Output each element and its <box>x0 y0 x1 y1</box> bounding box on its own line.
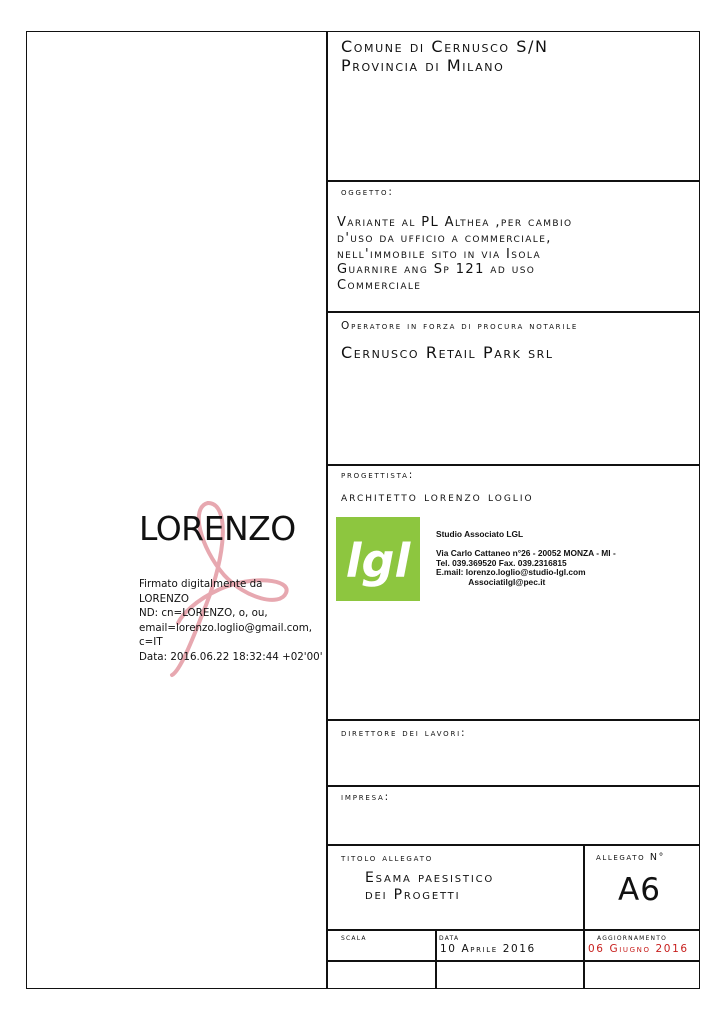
oggetto-line: nell'immobile sito in via Isola <box>337 247 542 262</box>
progettista-label: progettista: <box>341 469 415 481</box>
aggiornamento-label: aggiornamento <box>597 933 667 942</box>
signature-details: Firmato digitalmente da LORENZO ND: cn=LORENZO, o, ou, email=lorenzo.loglio@gmail.com, c=IT Data: 2016.06.22 18:32:44 +02'00' <box>139 578 323 663</box>
divider-header <box>326 180 700 182</box>
divider-progettista <box>326 719 700 721</box>
oggetto-line: Guarnire ang Sp 121 ad uso <box>337 262 536 277</box>
operatore-name: Cernusco Retail Park srl <box>341 343 554 362</box>
direttore-label: direttore dei lavori: <box>341 727 467 739</box>
progettista-name: architetto lorenzo loglio <box>341 489 534 505</box>
studio-line: Tel. 039.369520 Fax. 039.2316815 <box>436 557 567 568</box>
studio-contact-block <box>436 530 616 588</box>
studio-line: Associatilgl@pec.it <box>436 576 546 587</box>
studio-line: Via Carlo Cattaneo n°26 - 20052 MONZA - MI - <box>436 548 616 559</box>
studio-logo <box>336 517 420 601</box>
titolo-line: dei Progetti <box>365 887 461 903</box>
oggetto-line: Commerciale <box>337 278 422 293</box>
allegato-label: allegato N° <box>596 852 665 863</box>
scala-label: scala <box>341 933 367 942</box>
studio-logo-mark <box>336 517 420 601</box>
oggetto-line: d'uso da ufficio a commerciale, <box>337 231 552 246</box>
divider-titolo <box>326 929 700 931</box>
aggiornamento-value: 06 Giugno 2016 <box>588 943 689 955</box>
studio-line: Studio Associato LGL <box>436 529 524 539</box>
provincia-title: Provincia di Milano <box>341 56 505 75</box>
svg-text:lgl: lgl <box>345 534 411 588</box>
divider-allegato <box>583 844 585 989</box>
signature-name: LORENZO <box>139 509 296 548</box>
titolo-line: Esama paesistico <box>365 870 495 886</box>
divider-impresa <box>326 844 700 846</box>
operatore-label: Operatore in forza di procura notarile <box>341 320 579 332</box>
data-label: data <box>439 933 460 942</box>
comune-title: Comune di Cernusco S/N <box>341 37 549 56</box>
impresa-label: impresa: <box>341 791 390 803</box>
studio-line: E.mail: lorenzo.loglio@studio-lgl.com <box>436 567 586 578</box>
divider-footer <box>326 960 700 962</box>
titolo-label: titolo allegato <box>341 852 434 864</box>
oggetto-line: Variante al PL Althea ,per cambio <box>337 215 573 230</box>
allegato-value: A6 <box>618 872 661 908</box>
divider-oggetto <box>326 311 700 313</box>
oggetto-label: oggetto: <box>341 186 394 198</box>
data-value: 10 Aprile 2016 <box>440 943 536 955</box>
divider-scala <box>435 929 437 989</box>
divider-operatore <box>326 464 700 466</box>
divider-direttore <box>326 785 700 787</box>
